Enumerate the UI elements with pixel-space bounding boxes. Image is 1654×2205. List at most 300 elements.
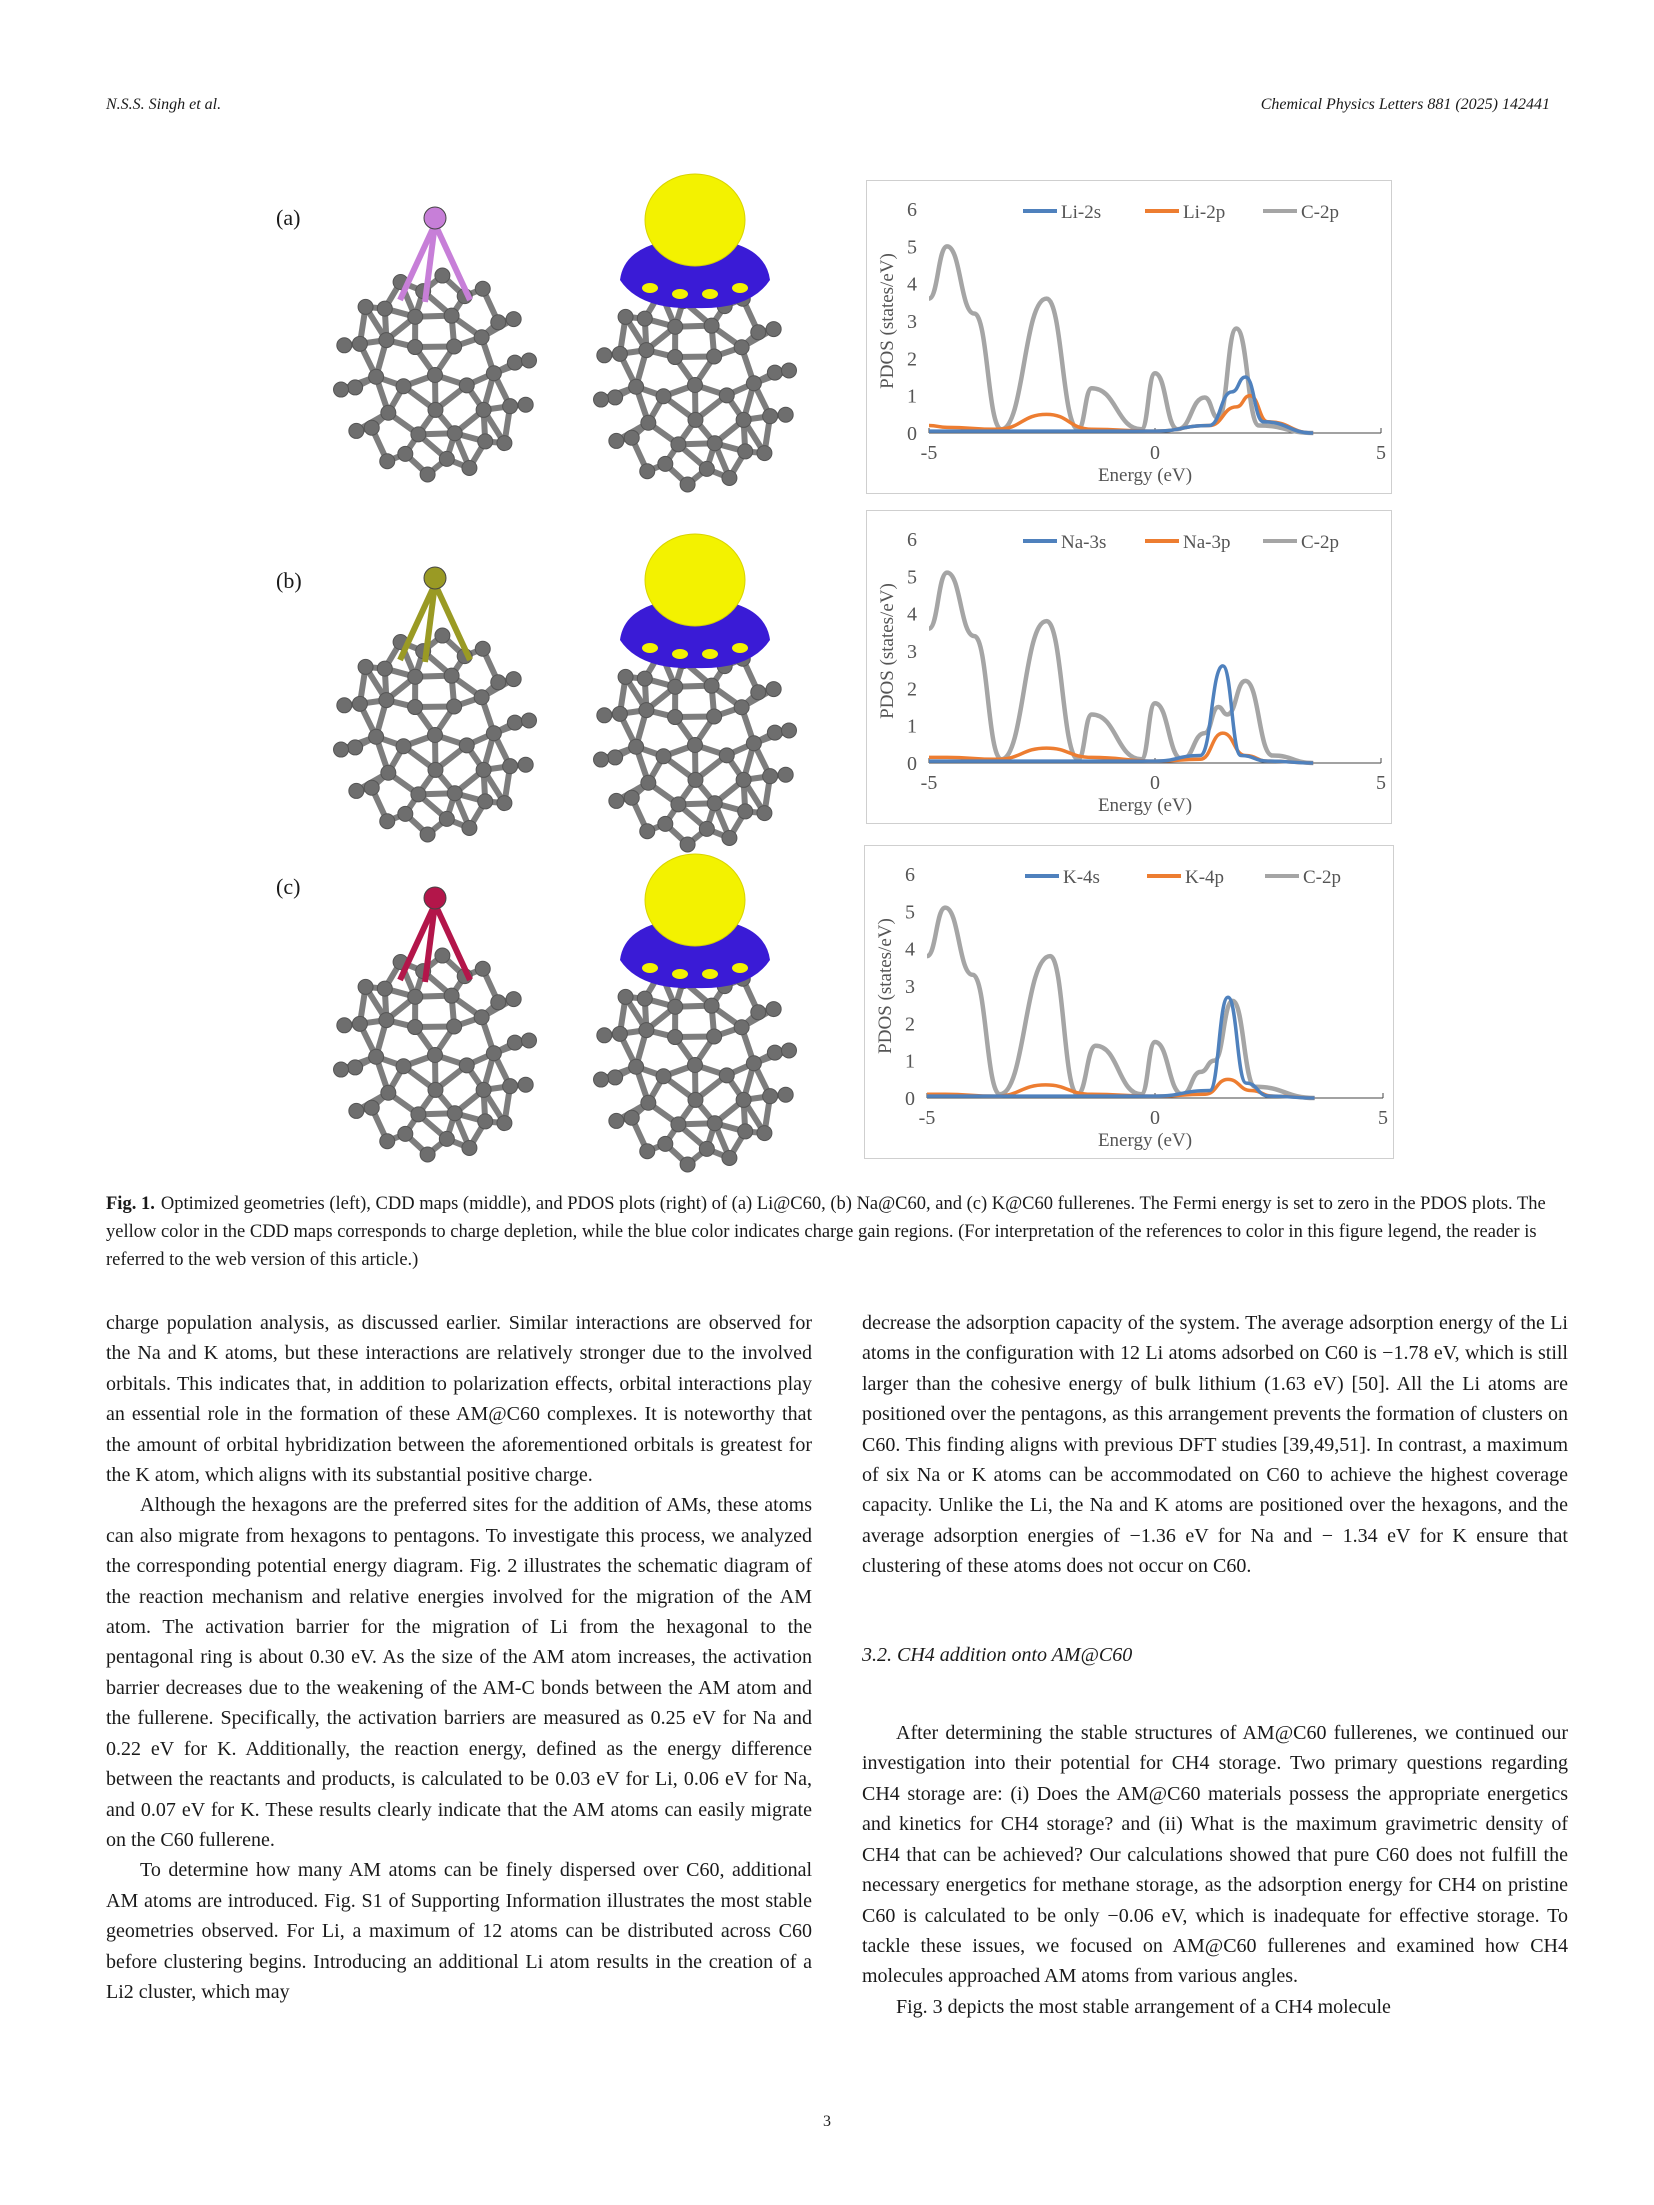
carbon-atom [364, 780, 379, 795]
x-tick-label: 5 [1376, 442, 1386, 464]
carbon-atom [680, 1157, 695, 1172]
fullerene-cage [334, 948, 537, 1162]
carbon-atom [736, 772, 751, 787]
carbon-atom [688, 738, 703, 753]
carbon-atom [763, 1089, 778, 1104]
carbon-atom [594, 752, 609, 767]
carbon-atom [379, 693, 394, 708]
carbon-atom [624, 790, 639, 805]
y-tick-label: 4 [907, 273, 917, 296]
carbon-atom [778, 767, 793, 782]
carbon-atom [658, 816, 673, 831]
carbon-atom [408, 340, 423, 355]
carbon-atom [334, 742, 349, 757]
carbon-atom [444, 308, 459, 323]
x-axis-label: Energy (eV) [1097, 795, 1193, 816]
charge-depletion-spot [642, 283, 658, 293]
carbon-atom [719, 1068, 734, 1083]
carbon-atom [459, 378, 474, 393]
y-axis-label: PDOS (states/eV) [877, 253, 898, 389]
carbon-atom [781, 363, 796, 378]
carbon-atom [478, 434, 493, 449]
carbon-atom [337, 1018, 352, 1033]
alkali-atom [424, 567, 446, 589]
x-tick-label: 5 [1376, 772, 1386, 794]
carbon-atom [719, 388, 734, 403]
carbon-atom [411, 1107, 426, 1122]
carbon-atom [420, 467, 435, 482]
carbon-atom [420, 1147, 435, 1162]
carbon-atom [688, 412, 703, 427]
geometry-na-c60 [320, 550, 550, 860]
carbon-atom [671, 1117, 686, 1132]
carbon-atom [763, 409, 778, 424]
fullerene-cage [594, 638, 797, 852]
fullerene-cage [334, 268, 537, 482]
carbon-atom [428, 1082, 443, 1097]
carbon-atom [629, 1059, 644, 1074]
carbon-atom [474, 690, 489, 705]
carbon-atom [337, 338, 352, 353]
carbon-atom [435, 268, 450, 283]
carbon-atom [707, 436, 722, 451]
y-tick-label: 1 [907, 385, 917, 408]
legend-entry: Li-2p [1183, 202, 1226, 223]
carbon-atom [609, 1113, 624, 1128]
y-tick-label: 3 [907, 641, 917, 663]
paragraph: Fig. 3 depicts the most stable arrangement of a CH4 molecule [896, 1995, 1391, 2018]
carbon-atom [439, 1131, 454, 1146]
carbon-atom [746, 736, 761, 751]
carbon-atom [624, 430, 639, 445]
carbon-atom [704, 998, 719, 1013]
carbon-atom [435, 948, 450, 963]
carbon-atom [597, 348, 612, 363]
y-tick-label: 5 [905, 901, 915, 924]
carbon-atom [688, 1058, 703, 1073]
pdos-plot-c [864, 845, 1394, 1159]
body-column-left [106, 1308, 812, 2007]
carbon-atom [656, 1069, 671, 1084]
carbon-atom [381, 765, 396, 780]
carbon-atom [478, 794, 493, 809]
carbon-atom [358, 979, 373, 994]
y-axis-label: PDOS (states/eV) [877, 583, 898, 719]
charge-depletion-spot [732, 283, 748, 293]
carbon-atom [641, 775, 656, 790]
charge-depletion-spot [642, 963, 658, 973]
paragraph: After determining the stable structures of AM@C60 fullerenes, we continued our investigation into their potential for CH4 storage. Two primary questions regarding CH4 storage are: (i) Does the AM@C60 materials possess the appropriate energetics and kinetics for CH4 storage? and (ii) What is the maximum gravimetric density of CH4 that can be achieved? Our calculations showed that pure C60 does not fulfill the necessary energetics for methane storage, as the adsorption energy for CH4 on pristine C60 is calculated to be only −0.06 eV, which is inadequate for effective storage. To tackle these issues, we focused on AM@C60 fullerenes and examined how CH4 molecules approached AM atoms from various angles. [862, 1722, 1568, 1988]
legend-entry: C-2p [1301, 202, 1339, 223]
paragraph: To determine how many AM atoms can be finely dispersed over C60, additional AM atoms are introduced. Fig. S1 of Supporting Information illustrates the most stable geometries observed. For Li, a maximum of 12 atoms can be distributed across C60 before clustering begins. Introducing an additional Li atom results in the creation of a Li2 cluster, which may [106, 1859, 812, 2003]
carbon-atom [439, 451, 454, 466]
y-tick-label: 1 [905, 1050, 915, 1073]
carbon-atom [767, 725, 782, 740]
carbon-atom [506, 672, 521, 687]
paragraph: Although the hexagons are the preferred sites for the addition of AMs, these atoms can also migrate from hexagons to pentagons. To investigate this process, we analyzed the corresponding potential energy diagram. Fig. 2 illustrates the schematic diagram of the reaction mechanism and relative energies involved for the migration of the AM atom. The activation barrier for the migration of Li from the hexagonal to the pentagonal ring is about 0.30 eV. As the size of the AM atom increases, the activation barrier decreases due to the weakening of the AM-C bonds between the AM atom and the fullerene. Specifically, the activation barriers are measured as 0.25 eV for Na and 0.22 eV for K. Additionally, the reaction energy, defined as the energy difference between the reactants and products, is calculated to be 0.03 eV for Li, 0.06 eV for Na, and 0.07 eV for K. These results clearly indicate that the AM atoms can easily migrate on the C60 fullerene. [106, 1494, 812, 1851]
carbon-atom [491, 675, 506, 690]
carbon-atom [380, 454, 395, 469]
carbon-atom [506, 992, 521, 1007]
carbon-atom [334, 382, 349, 397]
carbon-atom [658, 456, 673, 471]
carbon-atom [668, 1030, 683, 1045]
carbon-atom [781, 1043, 796, 1058]
carbon-atom [734, 700, 749, 715]
carbon-atom [476, 402, 491, 417]
carbon-atom [491, 995, 506, 1010]
carbon-atom [766, 1002, 781, 1017]
carbon-atom [640, 464, 655, 479]
carbon-atom [699, 821, 714, 836]
panel-label-b: (b) [276, 568, 302, 593]
carbon-atom [637, 311, 652, 326]
charge-depletion-spot [672, 289, 688, 299]
carbon-atom [364, 1100, 379, 1115]
carbon-atom [380, 814, 395, 829]
y-axis-label: PDOS (states/eV) [875, 918, 896, 1054]
carbon-atom [597, 708, 612, 723]
body-column-right [862, 1308, 1568, 2022]
charge-depletion-spot [702, 649, 718, 659]
carbon-atom [349, 783, 364, 798]
carbon-atom [459, 738, 474, 753]
carbon-atom [352, 336, 367, 351]
carbon-atom [618, 309, 633, 324]
carbon-atom [640, 824, 655, 839]
carbon-atom [475, 281, 490, 296]
carbon-atom [503, 399, 518, 414]
carbon-atom [763, 769, 778, 784]
carbon-atom [699, 461, 714, 476]
x-tick-label: 5 [1378, 1107, 1388, 1129]
carbon-atom [474, 1010, 489, 1025]
carbon-atom [639, 1023, 654, 1038]
carbon-atom [475, 641, 490, 656]
running-head-journal: Chemical Physics Letters 881 (2025) 142441 [1260, 96, 1550, 113]
carbon-atom [408, 669, 423, 684]
carbon-atom [476, 1082, 491, 1097]
carbon-atom [766, 322, 781, 337]
y-tick-label: 6 [907, 529, 917, 551]
carbon-atom [699, 1141, 714, 1156]
carbon-atom [738, 804, 753, 819]
carbon-atom [337, 698, 352, 713]
carbon-atom [594, 392, 609, 407]
y-tick-label: 2 [907, 678, 917, 701]
carbon-atom [447, 1106, 462, 1121]
carbon-atom [521, 353, 536, 368]
page-number: 3 [823, 2113, 831, 2130]
carbon-atom [398, 446, 413, 461]
carbon-atom [707, 1029, 722, 1044]
carbon-atom [377, 661, 392, 676]
paragraph: charge population analysis, as discussed earlier. Similar interactions are observed for the Na and K atoms, but these interactions are relatively stronger due to the involved orbitals. This indicates that, in addition to polarization effects, orbital interactions play an essential role in the formation of these AM@C60 complexes. It is noteworthy that the amount of orbital hybridization between the aforementioned orbitals is greatest for the K atom, which aligns with its substantial positive charge. [106, 1312, 812, 1487]
carbon-atom [707, 1116, 722, 1131]
carbon-atom [447, 339, 462, 354]
carbon-atom [518, 397, 533, 412]
carbon-atom [349, 1103, 364, 1118]
carbon-atom [521, 1033, 536, 1048]
carbon-atom [612, 706, 627, 721]
carbon-atom [668, 679, 683, 694]
carbon-atom [369, 729, 384, 744]
x-tick-label: -5 [920, 772, 938, 794]
carbon-atom [629, 739, 644, 754]
carbon-atom [707, 349, 722, 364]
charge-depletion-lobe [645, 854, 745, 946]
carbon-atom [671, 797, 686, 812]
section-heading: 3.2. CH4 addition onto AM@C60 [862, 1643, 1133, 1666]
carbon-atom [757, 806, 772, 821]
carbon-atom [656, 389, 671, 404]
carbon-atom [612, 1026, 627, 1041]
legend-entry: C-2p [1303, 867, 1341, 888]
carbon-atom [766, 682, 781, 697]
carbon-atom [503, 759, 518, 774]
carbon-atom [704, 678, 719, 693]
carbon-atom [597, 1028, 612, 1043]
carbon-atom [668, 710, 683, 725]
carbon-atom [637, 671, 652, 686]
carbon-atom [379, 333, 394, 348]
carbon-atom [348, 1060, 363, 1075]
carbon-atom [462, 820, 477, 835]
carbon-atom [608, 750, 623, 765]
y-tick-label: 5 [907, 236, 917, 259]
carbon-atom [379, 1013, 394, 1028]
legend-entry: Na-3p [1183, 532, 1231, 553]
carbon-atom [369, 1049, 384, 1064]
caption-text: Optimized geometries (left), CDD maps (middle), and PDOS plots (right) of (a) Li@C60, (b) Na@C60, and (c) K@C60 fullerenes. The Fermi energy is set to zero in the PDOS plots. The yellow color in the CDD maps corresponds to charge depletion, while the blue color indicates charge gain regions. (For interpretation of the references to color in this figure legend, the reader is referred to the web version of this article.) [106, 1194, 1546, 1270]
carbon-atom [377, 981, 392, 996]
carbon-atom [447, 1019, 462, 1034]
carbon-atom [474, 330, 489, 345]
carbon-atom [751, 1005, 766, 1020]
carbon-atom [381, 1085, 396, 1100]
carbon-atom [377, 301, 392, 316]
y-tick-label: 6 [907, 199, 917, 221]
carbon-atom [447, 699, 462, 714]
carbon-atom [364, 420, 379, 435]
carbon-atom [746, 1056, 761, 1071]
charge-depletion-spot [672, 649, 688, 659]
carbon-atom [736, 412, 751, 427]
carbon-atom [408, 1020, 423, 1035]
carbon-atom [408, 309, 423, 324]
carbon-atom [334, 1062, 349, 1077]
carbon-atom [671, 437, 686, 452]
legend-entry: K-4s [1063, 867, 1100, 888]
carbon-atom [462, 460, 477, 475]
carbon-atom [444, 668, 459, 683]
figure-1 [0, 150, 1654, 1160]
carbon-atom [507, 355, 522, 370]
carbon-atom [369, 369, 384, 384]
charge-depletion-spot [642, 643, 658, 653]
y-tick-label: 2 [905, 1013, 915, 1036]
y-tick-label: 3 [907, 311, 917, 333]
x-tick-label: 0 [1150, 1107, 1160, 1129]
carbon-atom [486, 726, 501, 741]
carbon-atom [518, 1077, 533, 1092]
y-tick-label: 2 [907, 348, 917, 371]
carbon-atom [476, 762, 491, 777]
carbon-atom [428, 402, 443, 417]
carbon-atom [462, 1140, 477, 1155]
fullerene-cage [334, 628, 537, 842]
legend-entry: K-4p [1185, 867, 1225, 888]
figure-caption [106, 1190, 1548, 1274]
charge-depletion-lobe [645, 534, 745, 626]
carbon-atom [447, 426, 462, 441]
x-axis-label: Energy (eV) [1097, 465, 1193, 486]
carbon-atom [719, 748, 734, 763]
carbon-atom [478, 1114, 493, 1129]
carbon-atom [609, 433, 624, 448]
carbon-atom [420, 827, 435, 842]
fullerene-cage [594, 278, 797, 492]
carbon-atom [668, 999, 683, 1014]
legend-entry: Na-3s [1061, 532, 1107, 553]
carbon-atom [411, 787, 426, 802]
fullerene-cage [594, 958, 797, 1172]
legend-entry: C-2p [1301, 532, 1339, 553]
x-tick-label: -5 [918, 1107, 936, 1129]
charge-depletion-spot [672, 969, 688, 979]
y-tick-label: 0 [905, 1088, 915, 1110]
carbon-atom [352, 696, 367, 711]
carbon-atom [722, 1150, 737, 1165]
carbon-atom [757, 446, 772, 461]
carbon-atom [428, 728, 443, 743]
carbon-atom [491, 315, 506, 330]
caption-label: Fig. 1. [106, 1194, 155, 1214]
carbon-atom [444, 988, 459, 1003]
carbon-atom [778, 407, 793, 422]
legend-entry: Li-2s [1061, 202, 1102, 223]
carbon-atom [408, 700, 423, 715]
carbon-atom [736, 1092, 751, 1107]
carbon-atom [506, 312, 521, 327]
carbon-atom [658, 1136, 673, 1151]
pdos-series-line [929, 573, 1313, 763]
carbon-atom [486, 1046, 501, 1061]
carbon-atom [398, 806, 413, 821]
carbon-atom [688, 1092, 703, 1107]
carbon-atom [518, 757, 533, 772]
carbon-atom [734, 340, 749, 355]
paragraph: decrease the adsorption capacity of the system. The average adsorption energy of the Li atoms in the configuration with 12 Li atoms adsorbed on C60 is −1.78 eV, which is still larger than the cohesive energy of bulk lithium (1.63 eV) [50]. All the Li atoms are positioned over the pentagons, as this arrangement prevents the formation of clusters on C60. This finding aligns with previous DFT studies [39,49,51]. In contrast, a maximum of six Na or K atoms can be accommodated on C60 to achieve the highest coverage capacity. Unlike the Li, the Na and K atoms are positioned over the hexagons, and the average adsorption energies of −1.36 eV for Na and − 1.34 eV for K ensure that clustering of these atoms does not occur on C60. [862, 1312, 1568, 1578]
carbon-atom [738, 444, 753, 459]
carbon-atom [411, 427, 426, 442]
y-tick-label: 1 [907, 715, 917, 738]
running-head-authors: N.S.S. Singh et al. [106, 96, 222, 113]
x-axis-label: Energy (eV) [1097, 1130, 1193, 1151]
carbon-atom [435, 628, 450, 643]
carbon-atom [475, 961, 490, 976]
carbon-atom [639, 343, 654, 358]
carbon-atom [624, 1110, 639, 1125]
x-tick-label: 0 [1150, 772, 1160, 794]
carbon-atom [459, 1058, 474, 1073]
y-tick-label: 5 [907, 566, 917, 589]
carbon-atom [722, 470, 737, 485]
carbon-atom [408, 989, 423, 1004]
carbon-atom [668, 319, 683, 334]
carbon-atom [358, 299, 373, 314]
carbon-atom [348, 740, 363, 755]
carbon-atom [639, 703, 654, 718]
cdd-map-na-c60 [580, 520, 810, 860]
carbon-atom [348, 380, 363, 395]
carbon-atom [734, 1020, 749, 1035]
carbon-atom [609, 793, 624, 808]
carbon-atom [398, 1126, 413, 1141]
y-tick-label: 6 [905, 864, 915, 886]
carbon-atom [503, 1079, 518, 1094]
cdd-map-li-c60 [580, 160, 810, 500]
carbon-atom [629, 379, 644, 394]
carbon-atom [439, 811, 454, 826]
carbon-atom [381, 405, 396, 420]
carbon-atom [428, 1048, 443, 1063]
y-tick-label: 4 [905, 938, 915, 961]
carbon-atom [349, 423, 364, 438]
alkali-atom [424, 887, 446, 909]
carbon-atom [640, 1144, 655, 1159]
carbon-atom [507, 1035, 522, 1050]
charge-depletion-spot [732, 963, 748, 973]
carbon-atom [521, 713, 536, 728]
carbon-atom [447, 786, 462, 801]
carbon-atom [641, 415, 656, 430]
charge-depletion-lobe [645, 174, 745, 266]
charge-depletion-spot [732, 643, 748, 653]
carbon-atom [497, 436, 512, 451]
carbon-atom [746, 376, 761, 391]
carbon-atom [358, 659, 373, 674]
panel-label-a: (a) [276, 205, 301, 230]
pdos-series-line [927, 908, 1315, 1098]
geometry-k-c60 [320, 870, 550, 1180]
carbon-atom [707, 709, 722, 724]
carbon-atom [608, 390, 623, 405]
carbon-atom [751, 685, 766, 700]
carbon-atom [680, 477, 695, 492]
carbon-atom [618, 989, 633, 1004]
y-tick-label: 0 [907, 423, 917, 445]
carbon-atom [778, 1087, 793, 1102]
alkali-atom [424, 207, 446, 229]
pdos-plot-a [866, 180, 1392, 494]
carbon-atom [637, 991, 652, 1006]
carbon-atom [612, 346, 627, 361]
y-tick-label: 3 [905, 976, 915, 998]
y-tick-label: 4 [907, 603, 917, 626]
carbon-atom [396, 1059, 411, 1074]
carbon-atom [688, 378, 703, 393]
cdd-map-k-c60 [580, 840, 810, 1180]
carbon-atom [608, 1070, 623, 1085]
charge-depletion-spot [702, 969, 718, 979]
carbon-atom [396, 739, 411, 754]
carbon-atom [767, 365, 782, 380]
carbon-atom [594, 1072, 609, 1087]
panel-label-c: (c) [276, 874, 301, 899]
carbon-atom [688, 772, 703, 787]
carbon-atom [707, 796, 722, 811]
